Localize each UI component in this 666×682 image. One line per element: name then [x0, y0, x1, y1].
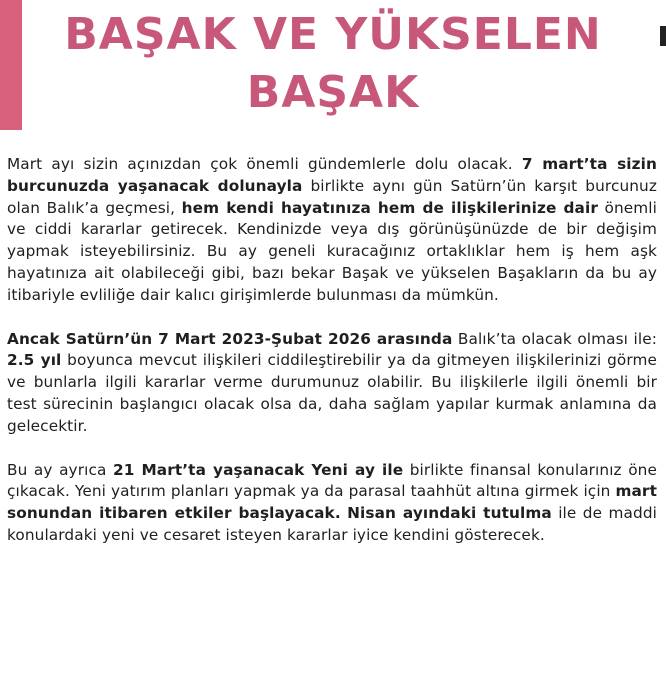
text-run: Bu ay ayrıca: [7, 460, 113, 479]
text-run: birlikte finansal konularınız öne çıkacak. Yeni yatırım planları yapmak ya da parasal taahhüt altına girmek için: [7, 460, 657, 501]
text-run: birlikte aynı gün Satürn’ün karşıt burcunuz olan Balık’a geçmesi,: [7, 176, 657, 217]
text-run: ile de maddi konulardaki yeni ve cesaret isteyen kararlar iyice kendini gösterecek.: [7, 504, 657, 544]
paragraph-3: [7, 460, 657, 547]
page-title-line-2: BAŞAK: [246, 67, 420, 118]
page-title-line-1: BAŞAK VE YÜKSELEN: [64, 9, 602, 60]
bold-text-run: Nisan ayındaki tutulma: [347, 504, 552, 523]
bold-text-run: hem kendi hayatınıza hem de ilişkilerinize dair: [181, 198, 598, 217]
text-run: boyunca mevcut ilişkileri ciddileştirebilir ya da gitmeyen ilişkilerinizi görme ve bunlarla ilgili kararlar verme durumunuz olabilir. Bu ilişkilerle ilgili önemli bir test sürecinin başlangıcı olacak olsa da, daha sağlam yapılar kurmak anlamına da gelecektir.: [7, 351, 658, 435]
edge-mark: [660, 26, 666, 46]
text-run: Mart ayı sizin açınızdan çok önemli gündemlerle dolu olacak.: [7, 155, 522, 173]
bold-text-run: Ancak Satürn’ün 7 Mart 2023-Şubat 2026 arasında: [7, 329, 453, 348]
bold-text-run: 21 Mart’ta yaşanacak Yeni ay ile: [112, 460, 404, 479]
text-run: önemli ve ciddi kararlar getirecek. Kendinizde veya dış görünüşünüzde de bir değişim yapmak isteyebilirsiniz. Bu ay geneli kuracağınız ortaklıklar hem iş hem aşk hayatınıza ait olabileceği gibi, bazı bekar Başak ve yükselen Başakların da bu ay itibariyle evliliğe dair kalıcı girişimlerde bulunması da mümkün.: [7, 198, 657, 304]
paragraph-2: [7, 329, 657, 438]
bold-text-run: 7 mart’ta sizin burcunuzda yaşanacak dolunayla: [7, 155, 657, 195]
bold-text-run: mart sonundan itibaren etkiler başlayacak.: [7, 482, 657, 523]
header: [0, 6, 666, 122]
bold-text-run: 2.5 yıl: [7, 351, 62, 370]
article-body: [7, 154, 657, 547]
paragraph-1: [7, 154, 657, 307]
text-run: Balık’ta olacak olması ile:: [452, 329, 657, 348]
